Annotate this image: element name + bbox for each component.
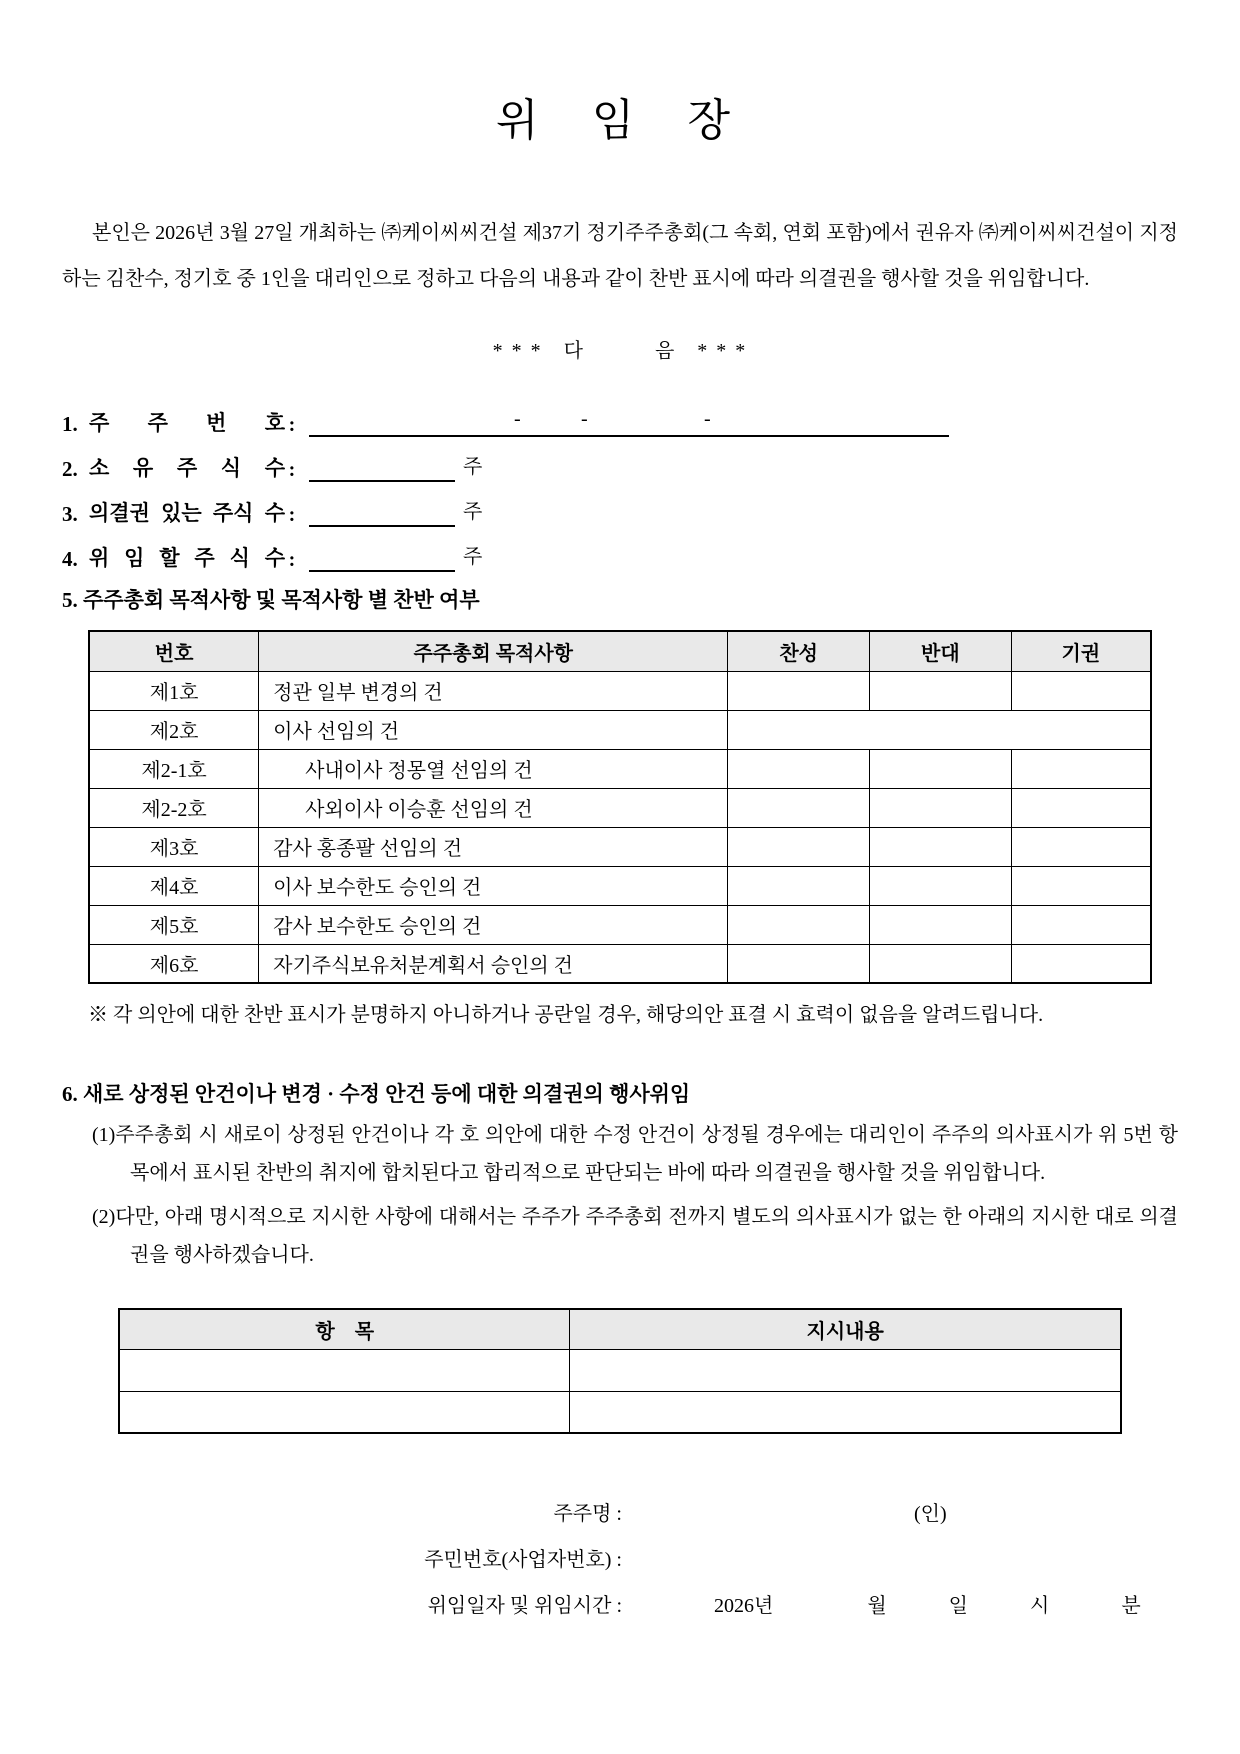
dash-separator: - [704,408,711,430]
instruction-item-cell [119,1391,570,1433]
item-text: 주주총회 시 새로이 상정된 안건이나 각 호 의안에 대한 수정 안건이 상정될 경우에는 대리인이 주주의 의사표시가 위 5번 항목에서 표시된 찬반의 취지에 합치된다고 합리적으로 판단되는 바에 따라 의결권을 행사할 것을 위임합니다. [115,1124,1178,1184]
voting-shares-blank-line [309,495,455,527]
minute-label: 분 [1121,1594,1141,1617]
agenda-row [89,671,1151,710]
vote-merged-cell [728,710,1151,749]
delegation-datetime-row [62,1580,1178,1626]
agenda-no: 제3호 [89,827,259,866]
instruction-content-cell [570,1391,1121,1433]
vote-abstain-cell [1011,905,1151,944]
ballot-validity-note: ※ 각 의안에 대한 찬반 표시가 분명하지 아니하거나 공란일 경우, 해당의안 표결 시 효력이 없음을 알려드립니다. [88,1004,1044,1026]
field-owned-shares [62,437,1178,482]
vote-for-cell [728,671,870,710]
agenda-row [89,788,1151,827]
shares-unit: 주 [463,501,483,523]
vote-against-cell [870,905,1012,944]
month-label: 월 [867,1594,887,1617]
instruction-header-content: 지시내용 [570,1309,1121,1349]
agenda-no: 제1호 [89,671,259,710]
agenda-no: 제5호 [89,905,259,944]
field-number: 2. [62,457,78,481]
dash-separator: - [514,408,521,430]
dash-separator: - [581,408,588,430]
signature-block [62,1488,1178,1626]
vote-for-cell [728,827,870,866]
agenda-row [89,710,1151,749]
instruction-content-cell [570,1349,1121,1391]
agenda-row [89,944,1151,983]
agenda-no: 제6호 [89,944,259,983]
page-title: 위 임 장 [495,96,745,145]
agenda-item: 자기주식보유처분계획서 승인의 건 [259,944,728,983]
instruction-table [118,1308,1122,1434]
agenda-no: 제2-1호 [89,749,259,788]
shares-unit: 주 [463,456,483,478]
item-text: 다만, 아래 명시적으로 지시한 사항에 대해서는 주주가 주주총회 전까지 별도의 의사표시가 없는 한 아래의 지시한 대로 의결권을 행사하겠습니다. [115,1206,1178,1266]
vote-abstain-cell [1011,827,1151,866]
item-number: (1) [92,1124,116,1146]
vote-against-cell [870,749,1012,788]
instruction-header-row [119,1309,1121,1349]
vote-abstain-cell [1011,866,1151,905]
field-label: 주 주 번 호 [89,411,285,435]
field-voting-shares [62,482,1178,527]
shares-unit: 주 [463,546,483,568]
delegation-datetime-label: 위임일자 및 위임시간 : [427,1594,622,1617]
vote-abstain-cell [1011,671,1151,710]
agenda-item: 이사 선임의 건 [259,710,728,749]
agenda-item: 사외이사 이승훈 선임의 건 [259,788,728,827]
vote-for-cell [728,788,870,827]
agenda-item: 감사 홍종팔 선임의 건 [259,827,728,866]
field-label: 의결권 있는 주식 수 [89,501,285,525]
instruction-row [119,1391,1121,1433]
instruction-item-cell [119,1349,570,1391]
agenda-item: 사내이사 정몽열 선임의 건 [259,749,728,788]
agenda-header-abstain: 기권 [1011,631,1151,671]
day-label: 일 [948,1594,968,1617]
vote-for-cell [728,944,870,983]
vote-abstain-cell [1011,944,1151,983]
vote-abstain-cell [1011,749,1151,788]
agenda-item: 정관 일부 변경의 건 [259,671,728,710]
field-colon: : [288,414,296,436]
field-label: 위 임 할 주 식 수 [89,546,285,570]
daum-divider: * * * 다 음 * * * [492,340,748,362]
section5-heading: 5. 주주총회 목적사항 및 목적사항 별 찬반 여부 [62,588,480,612]
id-number-label: 주민번호(사업자번호) : [424,1548,622,1571]
fill-in-fields [62,392,1178,572]
vote-against-cell [870,827,1012,866]
vote-against-cell [870,788,1012,827]
agenda-no: 제2호 [89,710,259,749]
agenda-row [89,905,1151,944]
vote-for-cell [728,749,870,788]
year-value: 2026년 [714,1594,774,1617]
hour-label: 시 [1029,1594,1050,1617]
field-shareholder-number [62,392,1178,437]
vote-abstain-cell [1011,788,1151,827]
agenda-item: 감사 보수한도 승인의 건 [259,905,728,944]
section6-heading: 6. 새로 상정된 안건이나 변경 · 수정 안건 등에 대한 의결권의 행사위임 [62,1082,691,1106]
field-label: 소 유 주 식 수 [89,456,285,480]
agenda-row [89,749,1151,788]
shareholder-number-blank-line [309,405,949,437]
vote-against-cell [870,866,1012,905]
section6-item-1 [62,1116,1178,1192]
item-number: (2) [92,1206,116,1228]
agenda-item: 이사 보수한도 승인의 건 [259,866,728,905]
agenda-row [89,827,1151,866]
agenda-no: 제4호 [89,866,259,905]
agenda-header-against: 반대 [870,631,1012,671]
intro-paragraph: 본인은 2026년 3월 27일 개최하는 ㈜케이씨씨건설 제37기 정기주주총회(그 속회, 연회 포함)에서 권유자 ㈜케이씨씨건설이 지정하는 김찬수, 정기호 중 1인을 대리인으로 정하고 다음의 내용과 같이 찬반 표시에 따라 의결권을 행사할 것을 위임합니다. [62,222,1178,290]
agenda-row [89,866,1151,905]
owned-shares-blank-line [309,450,455,482]
delegated-shares-blank-line [309,540,455,572]
shareholder-name-label: 주주명 : [553,1502,622,1525]
field-number: 3. [62,502,78,526]
field-delegated-shares [62,527,1178,572]
instruction-row [119,1349,1121,1391]
vote-for-cell [728,866,870,905]
agenda-header-no: 번호 [89,631,259,671]
vote-for-cell [728,905,870,944]
agenda-header-item: 주주총회 목적사항 [259,631,728,671]
agenda-header-for: 찬성 [728,631,870,671]
field-colon: : [288,459,296,481]
agenda-table [88,630,1152,984]
seal-mark: (인) [914,1502,947,1525]
field-colon: : [288,549,296,571]
agenda-header-row [89,631,1151,671]
vote-against-cell [870,671,1012,710]
vote-against-cell [870,944,1012,983]
instruction-header-item: 항 목 [119,1309,570,1349]
field-colon: : [288,504,296,526]
field-number: 4. [62,547,78,571]
shareholder-name-row [62,1488,1178,1534]
agenda-no: 제2-2호 [89,788,259,827]
field-number: 1. [62,412,78,436]
section6-item-2 [62,1198,1178,1274]
id-number-row [62,1534,1178,1580]
